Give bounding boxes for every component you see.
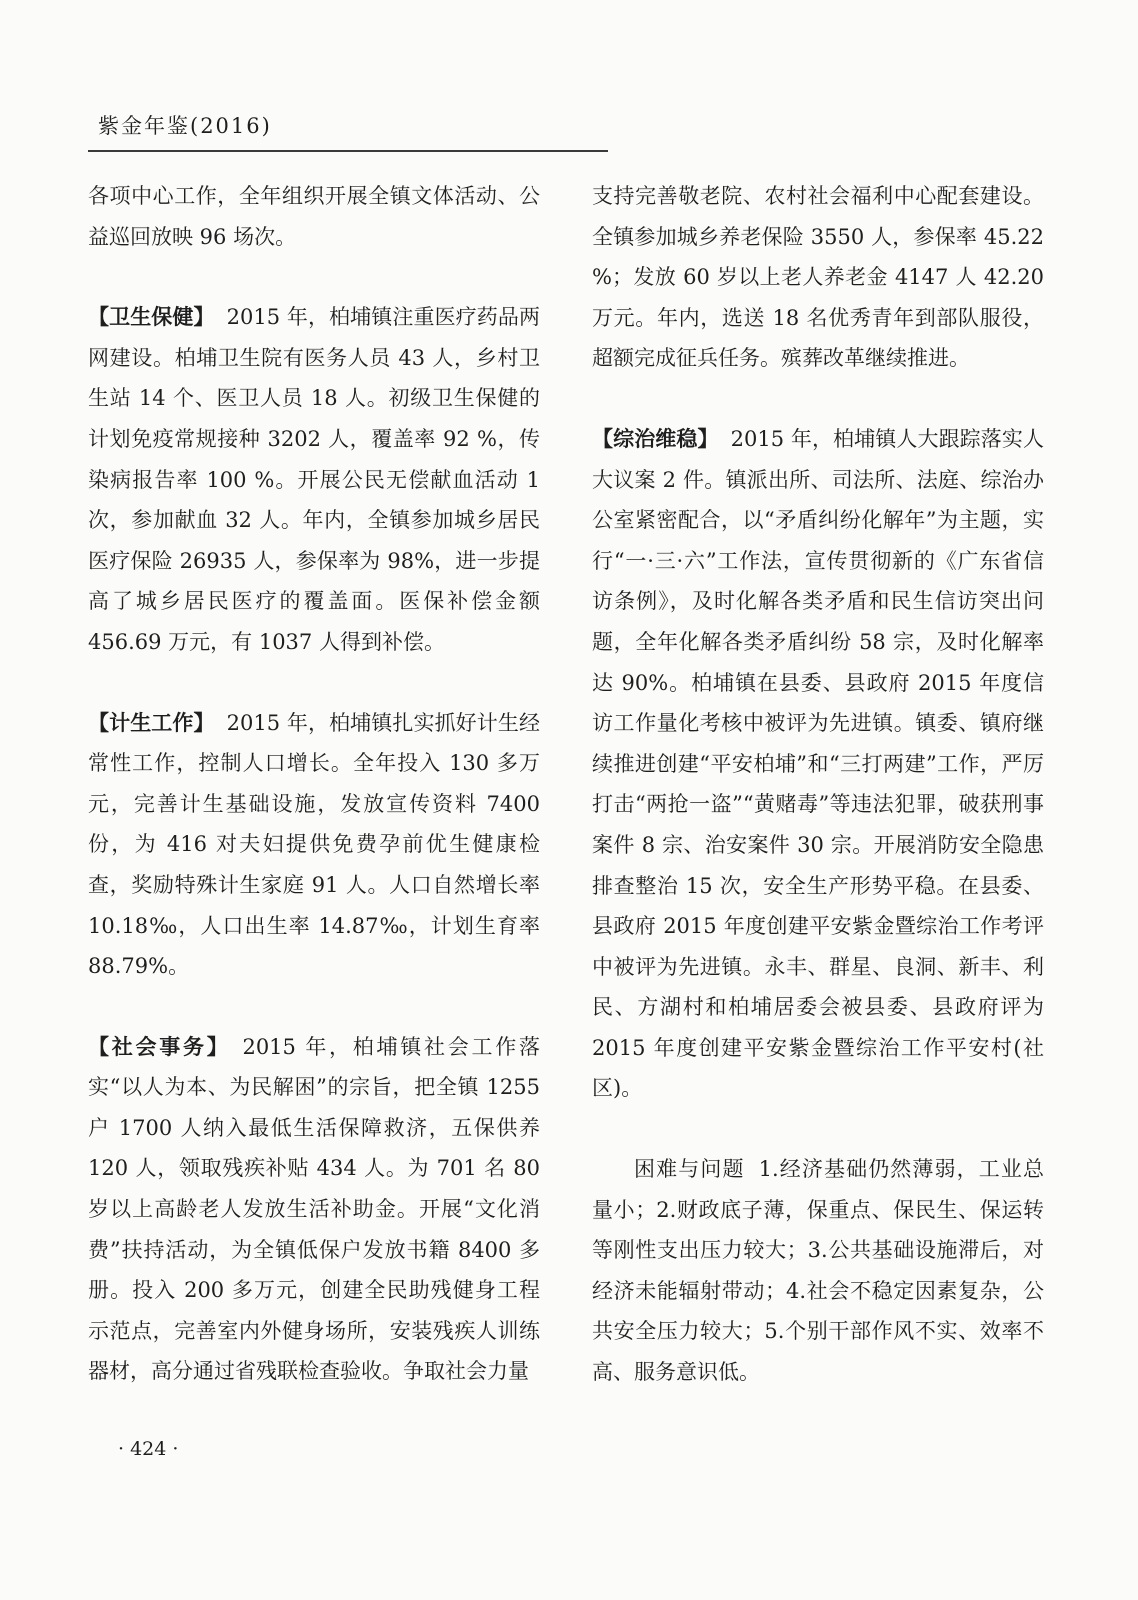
section-text-problems: 1.经济基础仍然薄弱，工业总量小；2.财政底子薄，保重点、保民生、保运转等刚性支出压力较大；3.公共基础设施滞后，对经济未能辐射带动；4.社会不稳定因素复杂，公共安全压力较大；5.个别干部作风不实、效率不高、服务意识低。 <box>592 1157 1044 1385</box>
running-head: 紫金年鉴(2016) <box>98 114 272 138</box>
section-problems <box>592 1149 1044 1393</box>
section-text-social-affairs: 2015 年，柏埔镇社会工作落实“以人为本、为民解困”的宗旨，把全镇 1255 户 1700 人纳入最低生活保障救济，五保供养 120 人，领取残疾补贴 434 人。为 701 名 80 岁以上高龄老人发放生活补助金。开展“文化消费”扶持活动，为全镇低保户发放书籍 8400 多册。投入 200 多万元，创建全民助残健身工程示范点，完善室内外健身场所，安装残疾人训练器材，高分通过省残联检查验收。争取社会力量 <box>88 1034 540 1384</box>
section-stability <box>592 419 1044 1109</box>
section-heading-family-planning: 【计生工作】 <box>88 710 215 735</box>
section-health <box>88 297 540 662</box>
header-rule <box>88 150 608 152</box>
section-social-affairs <box>88 1027 540 1392</box>
section-heading-health: 【卫生保健】 <box>88 305 215 330</box>
page-number: · 424 · <box>118 1438 179 1460</box>
section-family-planning <box>88 703 540 987</box>
section-text-stability: 2015 年，柏埔镇人大跟踪落实人大议案 2 件。镇派出所、司法所、法庭、综治办公室紧密配合，以“矛盾纠纷化解年”为主题，实行“一·三·六”工作法，宣传贯彻新的《广东省信访条例》，及时化解各类矛盾和民生信访突出问题，全年化解各类矛盾纠纷 58 宗，及时化解率达 90%。柏埔镇在县委、县政府 2015 年度信访工作量化考核中被评为先进镇。镇委、镇府继续推进创建“平安柏埔”和“三打两建”工作，严厉打击“两抢一盗”“黄赌毒”等违法犯罪，破获刑事案件 8 宗、治安案件 30 宗。开展消防安全隐患排查整治 15 次，安全生产形势平稳。在县委、县政府 2015 年度创建平安紫金暨综治工作考评中被评为先进镇。永丰、群星、良洞、新丰、利民、方湖村和柏埔居委会被县委、县政府评为 2015 年度创建平安紫金暨综治工作平安村(社区)。 <box>592 426 1044 1101</box>
right-column <box>592 176 1044 1393</box>
intro-continuation: 各项中心工作，全年组织开展全镇文体活动、公益巡回放映 96 场次。 <box>88 184 540 249</box>
section-heading-social-affairs: 【社会事务】 <box>88 1034 231 1059</box>
section-text-family-planning: 2015 年，柏埔镇扎实抓好计生经常性工作，控制人口增长。全年投入 130 多万元，完善计生基础设施，发放宣传资料 7400 份，为 416 对夫妇提供免费孕前优生健康检查，奖励特殊计生家庭 91 人。人口自然增长率 10.18‰，人口出生率 14.87‰，计划生育率 88.79%。 <box>88 710 540 979</box>
social-affairs-continuation: 支持完善敬老院、农村社会福利中心配套建设。全镇参加城乡养老保险 3550 人，参保率 45.22 %；发放 60 岁以上老人养老金 4147 人 42.20万元。年内，选送 18 名优秀青年到部队服役，超额完成征兵任务。殡葬改革继续推进。 <box>592 184 1044 371</box>
section-heading-stability: 【综治维稳】 <box>592 426 719 451</box>
left-column <box>88 176 540 1432</box>
section-heading-problems: 困难与问题 <box>634 1157 745 1182</box>
section-text-health: 2015 年，柏埔镇注重医疗药品两网建设。柏埔卫生院有医务人员 43 人，乡村卫生站 14 个、医卫人员 18 人。初级卫生保健的计划免疫常规接种 3202 人，覆盖率 92 %，传染病报告率 100 %。开展公民无偿献血活动 1 次，参加献血 32 人。年内，全镇参加城乡居民医疗保险 26935 人，参保率为 98%，进一步提高了城乡居民医疗的覆盖面。医保补偿金额 456.69 万元，有 1037 人得到补偿。 <box>88 305 540 654</box>
